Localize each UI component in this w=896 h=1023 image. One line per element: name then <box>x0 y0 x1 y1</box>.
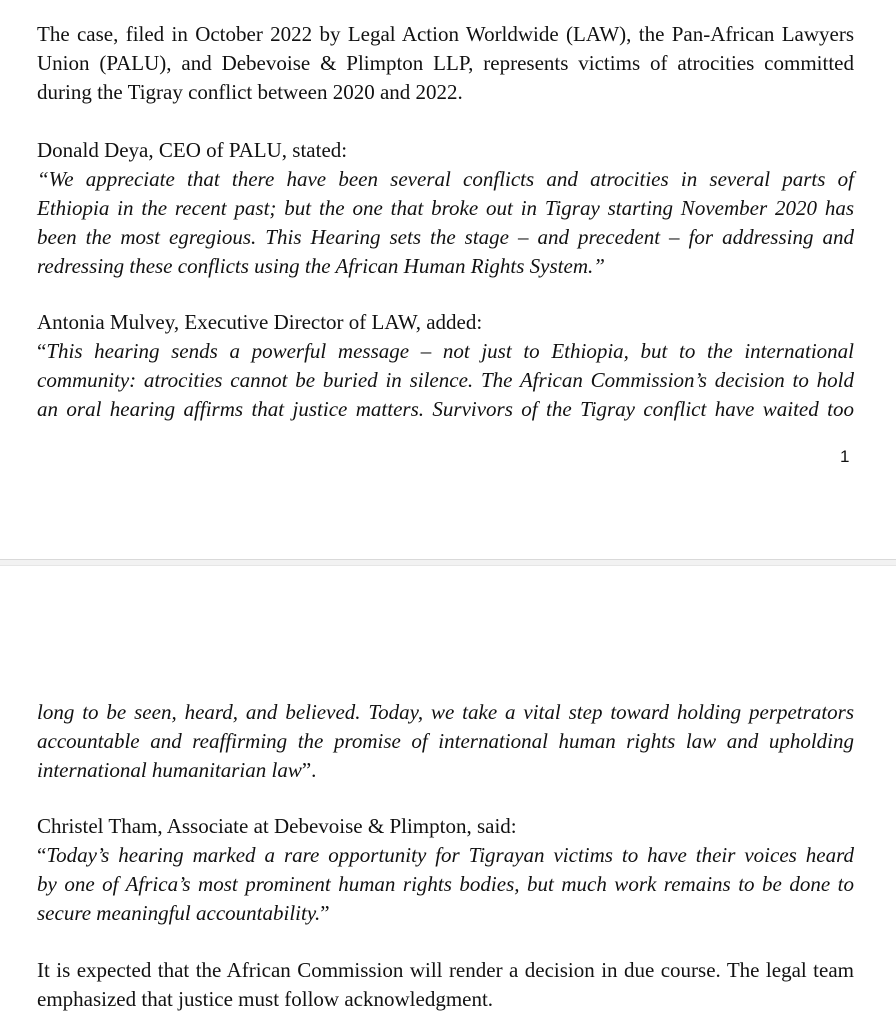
tham-attribution: Christel Tham, Associate at Debevoise & Plimpton, said: <box>37 814 517 838</box>
quote-text: Today’s hearing marked a rare opportunity for Tigrayan victims to have their voices heard <box>46 843 854 867</box>
text-line: emphasized that justice must follow acknowledgment. <box>37 987 494 1011</box>
paragraph-case-filing <box>37 20 854 107</box>
quote-text: international humanitarian law <box>37 758 302 782</box>
page-number: 1 <box>840 447 850 466</box>
quote-line: been the most egregious. This Hearing sets the stage – and precedent – for addressing and <box>37 225 854 249</box>
quote-line: by one of Africa’s most prominent human rights bodies, but much work remains to be done to <box>37 872 854 896</box>
quote-line <box>37 337 854 366</box>
quote-line: long to be seen, heard, and believed. Today, we take a vital step toward holding perpetrators <box>37 700 854 724</box>
text-line: The case, filed in October 2022 by Legal Action Worldwide (LAW), the Pan-African Lawyers <box>37 22 854 46</box>
quote-line <box>37 899 854 928</box>
quote-line: redressing these conflicts using the African Human Rights System.” <box>37 254 605 278</box>
quote-line <box>37 841 854 870</box>
quote-line: an oral hearing affirms that justice matters. Survivors of the Tigray conflict have waited too <box>37 397 854 421</box>
text-line: Union (PALU), and Debevoise & Plimpton LLP, represents victims of atrocities committed <box>37 51 854 75</box>
quote-text: secure meaningful accountability. <box>37 901 321 925</box>
quote-open-mark: “ <box>37 339 47 363</box>
paragraph-mulvey-continued <box>37 698 854 785</box>
quote-open-mark: “ <box>37 843 47 867</box>
quote-close-mark: ” <box>320 901 330 925</box>
quote-line: Ethiopia in the recent past; but the one that broke out in Tigray starting November 2020 has <box>37 196 854 220</box>
deya-attribution: Donald Deya, CEO of PALU, stated: <box>37 138 348 162</box>
quote-line: community: atrocities cannot be buried in silence. The African Commission’s decision to hold <box>37 368 854 392</box>
text-line: during the Tigray conflict between 2020 and 2022. <box>37 80 463 104</box>
paragraph-deya-statement <box>37 136 854 281</box>
quote-line: accountable and reaffirming the promise of international human rights law and upholding <box>37 729 854 753</box>
quote-close-mark: ”. <box>301 758 317 782</box>
page-separator <box>0 559 896 566</box>
paragraph-mulvey-statement <box>37 308 854 424</box>
quote-line <box>37 756 854 785</box>
text-line: It is expected that the African Commission will render a decision in due course. The legal team <box>37 958 854 982</box>
quote-text: This hearing sends a powerful message – not just to Ethiopia, but to the international <box>46 339 854 363</box>
paragraph-tham-statement <box>37 812 854 928</box>
page-2 <box>0 566 896 1023</box>
paragraph-closing <box>37 956 854 1014</box>
quote-line: “We appreciate that there have been several conflicts and atrocities in several parts of <box>37 167 854 191</box>
mulvey-attribution: Antonia Mulvey, Executive Director of LAW, added: <box>37 310 483 334</box>
